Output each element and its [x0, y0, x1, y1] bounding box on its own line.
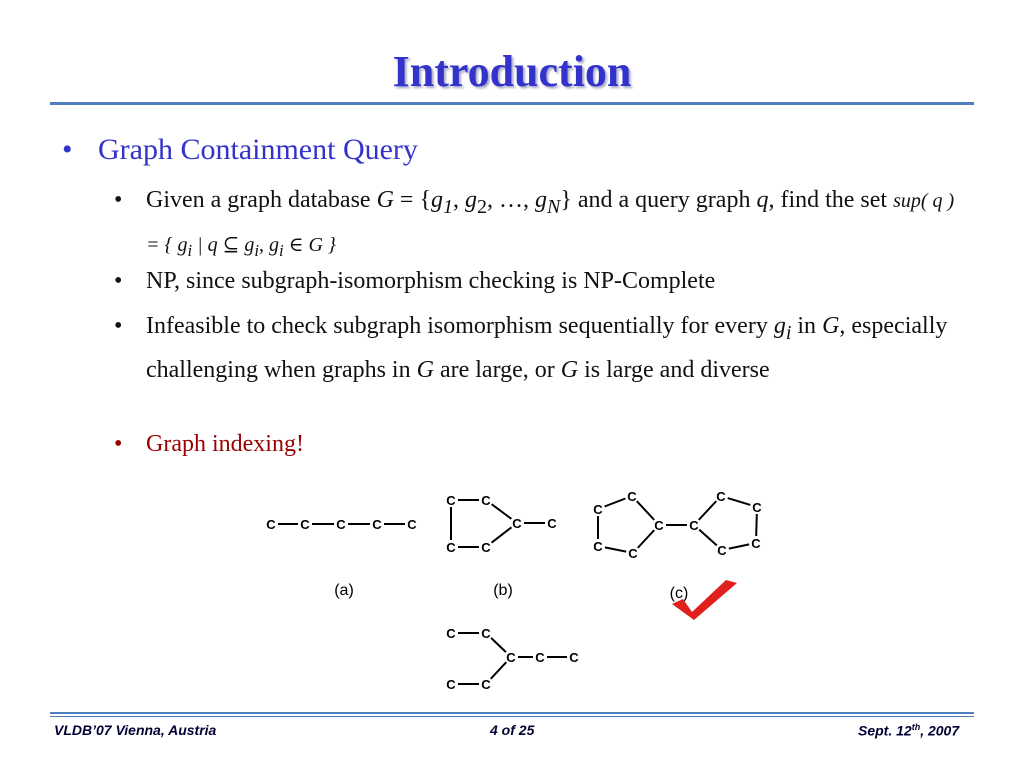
label-c: (c) — [669, 585, 689, 602]
graph-c-bond — [728, 498, 751, 505]
graph-a-atom: C — [372, 517, 382, 532]
label-a: (a) — [334, 582, 354, 599]
graph-b-atom: C — [481, 540, 491, 555]
footer-page-number: 4 of 25 — [490, 722, 535, 738]
graph-query-atom: C — [506, 650, 516, 665]
graph-c-bond — [638, 530, 654, 548]
footer-venue: VLDB’07 Vienna, Austria — [54, 722, 217, 738]
label-b: (b) — [493, 582, 513, 599]
bullet-dot: • — [114, 313, 123, 339]
graph-b-atom: C — [512, 516, 522, 531]
graph-c-atom: C — [593, 502, 603, 517]
graph-c-atom: C — [628, 546, 638, 561]
bullet-dot: • — [114, 268, 123, 294]
graph-a-atom: C — [336, 517, 346, 532]
graph-query-atom: C — [446, 626, 456, 641]
bullet-dot: • — [114, 431, 123, 457]
graph-c-bond — [637, 501, 654, 520]
graph-c-bond — [605, 547, 626, 551]
footer-divider-top — [50, 712, 974, 714]
graph-a-atom: C — [266, 517, 276, 532]
graph-query-bond — [491, 662, 506, 679]
graph-c-bond — [699, 530, 717, 546]
graph-b-bond — [492, 504, 512, 519]
graph-c-bond — [756, 514, 757, 536]
graph-query-atom: C — [569, 650, 579, 665]
graph-c-atom: C — [654, 518, 664, 533]
graph-a-atom: C — [407, 517, 417, 532]
graph-query-atom: C — [481, 626, 491, 641]
graph-b-atom: C — [481, 493, 491, 508]
sub-bullet-1-text: Given a graph database $G = \{g_1$, $g_2$, …, $g_N$} and a query graph q, find the set sup( q ) = { $g_i$ | q ⊆ $g_i$, $g_i$ ∈ G } — [146, 187, 955, 260]
graph-c-atom: C — [716, 489, 726, 504]
graph-c-atom: C — [717, 543, 727, 558]
graph-c-atom: C — [689, 518, 699, 533]
bullet-dot: • — [62, 133, 73, 166]
graph-c-atom: C — [627, 489, 637, 504]
graph-b-atom: C — [446, 493, 456, 508]
sub-bullet-3-text: Infeasible to check subgraph isomorphism sequentially for every $g_i$ in G, especially challenging when graphs in G are large, or G is large and diverse — [146, 313, 948, 383]
graph-b-atom: C — [547, 516, 557, 531]
sub-bullet-4-text: Graph indexing! — [146, 431, 304, 457]
sub-bullet-2-text: NP, since subgraph-isomorphism checking is NP-Complete — [146, 268, 716, 294]
graph-query-bond — [491, 638, 506, 652]
graph-query-atom: C — [446, 677, 456, 692]
footer-date: Sept. 12th, 2007 — [858, 722, 960, 739]
graph-c-bond — [729, 544, 749, 548]
graph-a-atom: C — [300, 517, 310, 532]
main-bullet-text: Graph Containment Query — [98, 133, 418, 166]
graph-b-bond — [492, 527, 512, 542]
graph-c-atom: C — [752, 500, 762, 515]
graph-c-atom: C — [751, 536, 761, 551]
graph-query-atom: C — [535, 650, 545, 665]
footer-divider-bottom — [50, 716, 974, 717]
bullet-dot: • — [114, 187, 123, 213]
graph-b-atom: C — [446, 540, 456, 555]
slide-title: Introduction — [392, 47, 632, 96]
graph-c-bond — [605, 498, 626, 506]
support-formula: sup( q ) = { $g_i$ | q ⊆ $g_i$, $g_i$ ∈ G } — [146, 190, 955, 260]
graph-c-bond — [699, 501, 716, 520]
graph-query-atom: C — [481, 677, 491, 692]
graph-c-atom: C — [593, 539, 603, 554]
